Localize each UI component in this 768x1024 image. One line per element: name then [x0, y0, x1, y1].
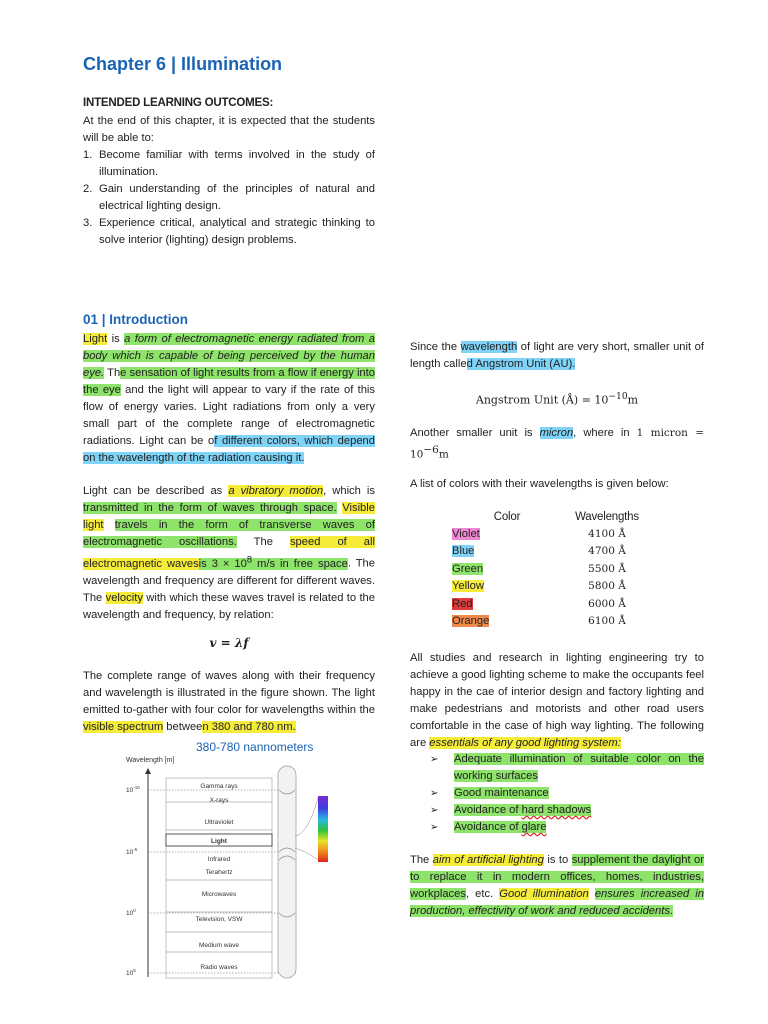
text-run: m/s in free space	[252, 557, 348, 570]
highlight: micron	[539, 427, 574, 439]
band-label: Gamma rays	[200, 783, 238, 790]
band-label: Infrared	[207, 856, 231, 863]
band-label: Microwaves	[201, 891, 237, 898]
color-name: Red	[452, 597, 473, 610]
text-run: Light can be described as	[83, 485, 229, 497]
section-title: 01 | Introduction	[83, 312, 189, 327]
color-name-cell	[452, 543, 562, 561]
highlight: travels in the form of transverse waves of electromagnetic oscillations.	[83, 519, 376, 548]
text-run: 1 micron = 10	[410, 427, 704, 461]
color-name: Blue	[452, 545, 475, 558]
color-name-cell	[452, 560, 562, 578]
band-label: Medium wave	[198, 942, 240, 949]
text-run: Angstrom Unit (Å) = 10	[475, 393, 609, 407]
tick-label: $10^{-5}$	[126, 847, 138, 856]
list-item	[430, 819, 704, 836]
highlight: speed of all electromagnetic waves	[83, 536, 375, 570]
highlight: ensures increased in production, effectivity of work and reduced accidents.	[410, 888, 705, 917]
y-axis-label: Wavelength [m]	[126, 757, 175, 764]
tick-label: $10^{-10}$	[126, 785, 140, 794]
tick-label: $10^0$	[126, 908, 136, 917]
color-name-cell	[452, 525, 562, 543]
spectrum-figure	[118, 752, 336, 980]
color-wavelength-table	[452, 511, 652, 630]
wave-formula: v = λf	[209, 636, 249, 650]
ilo-item-text: Gain understanding of the principles of natural and electrical lighting design.	[99, 183, 375, 212]
micron-paragraph	[410, 425, 704, 464]
band-label: Light	[211, 838, 227, 845]
text-run: is to	[543, 854, 572, 866]
wavelength-cell: 4100 Å	[588, 527, 626, 540]
ilo-item	[83, 215, 375, 249]
highlight: essentials of any good lighting system:	[429, 737, 621, 749]
text-run: m	[438, 448, 449, 461]
table-row	[452, 525, 652, 543]
text-run: , which is	[323, 485, 375, 497]
table-row	[452, 595, 652, 613]
superscript: −6	[423, 444, 439, 456]
text-run: is 3 × 10	[198, 557, 247, 570]
text-run: All studies and research in lighting engineering try to achieve a good lighting scheme to make the occupants feel happy in the cae of interior design and factory lighting and make pedestrians and motorists and other road users comfortable in the case of high way lighting. The following are	[410, 652, 704, 749]
text-run: betwee	[163, 721, 203, 733]
highlight: visible spectrum	[83, 721, 164, 733]
intro-paragraph-2	[83, 483, 375, 624]
list-item	[430, 751, 704, 785]
highlight: Light	[83, 333, 108, 345]
color-name: Violet	[452, 527, 480, 540]
ilo-item-number: 2.	[83, 183, 93, 195]
text-run: Another smaller unit is	[410, 427, 540, 439]
highlight: Good maintenance	[454, 787, 549, 799]
highlight: a form of electromagnetic energy radiated from a body which is capable of being perceived by the human eye.	[83, 333, 375, 379]
ilo-intro: At the end of this chapter, it is expected that the students will be able to:	[83, 115, 375, 144]
table-row	[452, 543, 652, 561]
list-item	[430, 802, 704, 819]
text-run: and the light will appear to vary if the rate of this flow of energy varies. Light radiations from only a very small part of the complete range of electromagnetic radiations. Light can be o	[83, 384, 375, 447]
text-run: Since the	[410, 341, 461, 353]
highlight: e sensation of light results from a flow if energy into the eye	[83, 367, 375, 396]
band-label: Television, VSW	[195, 916, 243, 923]
arrow-bullet-icon: ➢	[430, 788, 439, 799]
text-run: m	[627, 393, 639, 407]
superscript: 8	[246, 554, 253, 564]
essentials-list	[430, 751, 704, 836]
text-run: with which these waves travel is related to the wavelength and frequency, by relation:	[83, 591, 375, 621]
band-label: X-rays	[209, 797, 229, 804]
highlight: Adequate illumination of suitable color on the working surfaces	[454, 753, 704, 782]
aim-paragraph	[410, 852, 704, 920]
chapter-title: Chapter 6 | Illumination	[83, 54, 283, 74]
color-list-intro: A list of colors with their wavelengths is given below:	[410, 478, 669, 490]
text-run: Th	[104, 367, 121, 379]
table-row	[452, 613, 652, 631]
ilo-item	[83, 147, 375, 181]
highlight	[198, 554, 348, 570]
highlight: wavelength	[460, 341, 518, 353]
ilo-item	[83, 181, 375, 215]
arrow-bullet-icon: ➢	[430, 754, 439, 765]
text-run: , where in	[573, 427, 637, 439]
highlight: supplement the daylight or to replace it in modern offices, homes, industries, workplaces	[410, 854, 705, 900]
wavelength-cell: 6000 Å	[588, 597, 626, 610]
band-label: Ultraviolet	[204, 819, 234, 826]
band-label: Terahertz	[205, 869, 233, 876]
arrow-bullet-icon: ➢	[430, 822, 439, 833]
tick-label: $10^5$	[126, 968, 136, 977]
ilo-heading: INTENDED LEARNING OUTCOMES:	[83, 97, 274, 109]
highlight: d Angstrom Unit (AU).	[466, 358, 576, 370]
highlight: transmitted in the form of waves through space.	[83, 502, 337, 514]
color-name-cell	[452, 595, 562, 613]
highlight: Good illumination	[499, 888, 589, 900]
highlight: n 380 and 780 nm.	[202, 721, 296, 733]
list-item	[430, 785, 704, 802]
color-name: Yellow	[452, 580, 484, 593]
intro-paragraph-3	[83, 668, 375, 736]
studies-paragraph	[410, 650, 704, 752]
text-run: . The wavelength and frequency are different for different waves. The	[83, 557, 376, 604]
ilo-item-number: 1.	[83, 149, 93, 161]
ilo-item-text: Become familiar with terms involved in the study of illumination.	[99, 149, 375, 178]
text-run: The	[410, 854, 433, 866]
intro-paragraph-1	[83, 331, 375, 467]
wavelength-cell: 5500 Å	[588, 562, 626, 575]
band-label: Radio waves	[200, 964, 238, 971]
ilo-item-text: Experience critical, analytical and strategic thinking to solve interior (lighting) design problems.	[99, 217, 375, 246]
text-run	[104, 519, 115, 531]
highlight: aim of artificial lighting	[432, 854, 544, 866]
table-row	[452, 560, 652, 578]
table-header-row	[452, 511, 652, 525]
text-run	[589, 888, 595, 900]
text-run: of light are very short, smaller unit of length calle	[410, 341, 704, 370]
arrow-bullet-icon: ➢	[430, 805, 439, 816]
text-run: The	[236, 536, 290, 548]
highlight: f different colors, which depend on the wavelength of the radiation causing it.	[83, 435, 375, 464]
text-run: glare	[521, 821, 547, 833]
text-run: The complete range of waves along with their frequency and wavelength is illustrated in the figure shown. The light emitted to-gather with four color for wavelengths within the	[83, 670, 375, 716]
text-run: is	[107, 333, 125, 345]
highlight: Visible light	[83, 502, 375, 531]
wavelength-cell: 5800 Å	[588, 580, 626, 593]
highlight: a vibratory motion	[228, 485, 324, 497]
ilo-list	[83, 147, 375, 249]
column-header: Color	[493, 511, 521, 523]
figure-caption: 380-780 nannometers	[196, 740, 314, 754]
text-run: hard shadows	[521, 804, 592, 816]
wavelength-cell: 6100 Å	[588, 615, 626, 628]
ilo-item-number: 3.	[83, 217, 93, 229]
text-run: Avoidance of	[454, 804, 522, 816]
color-name-cell	[452, 578, 562, 596]
angstrom-equation	[410, 391, 704, 407]
color-name-cell	[452, 613, 562, 631]
text-run: Avoidance of	[454, 821, 522, 833]
highlight	[454, 821, 546, 833]
color-name: Green	[452, 562, 484, 575]
highlight	[454, 804, 591, 816]
superscript: −10	[608, 391, 628, 402]
table-row	[452, 578, 652, 596]
wavelength-cell: 4700 Å	[588, 545, 626, 558]
text-run: , etc.	[465, 888, 500, 900]
wavelength-paragraph	[410, 339, 704, 373]
color-name: Orange	[452, 615, 490, 628]
highlight: velocity	[105, 591, 143, 604]
column-header: Wavelengths	[575, 511, 639, 523]
